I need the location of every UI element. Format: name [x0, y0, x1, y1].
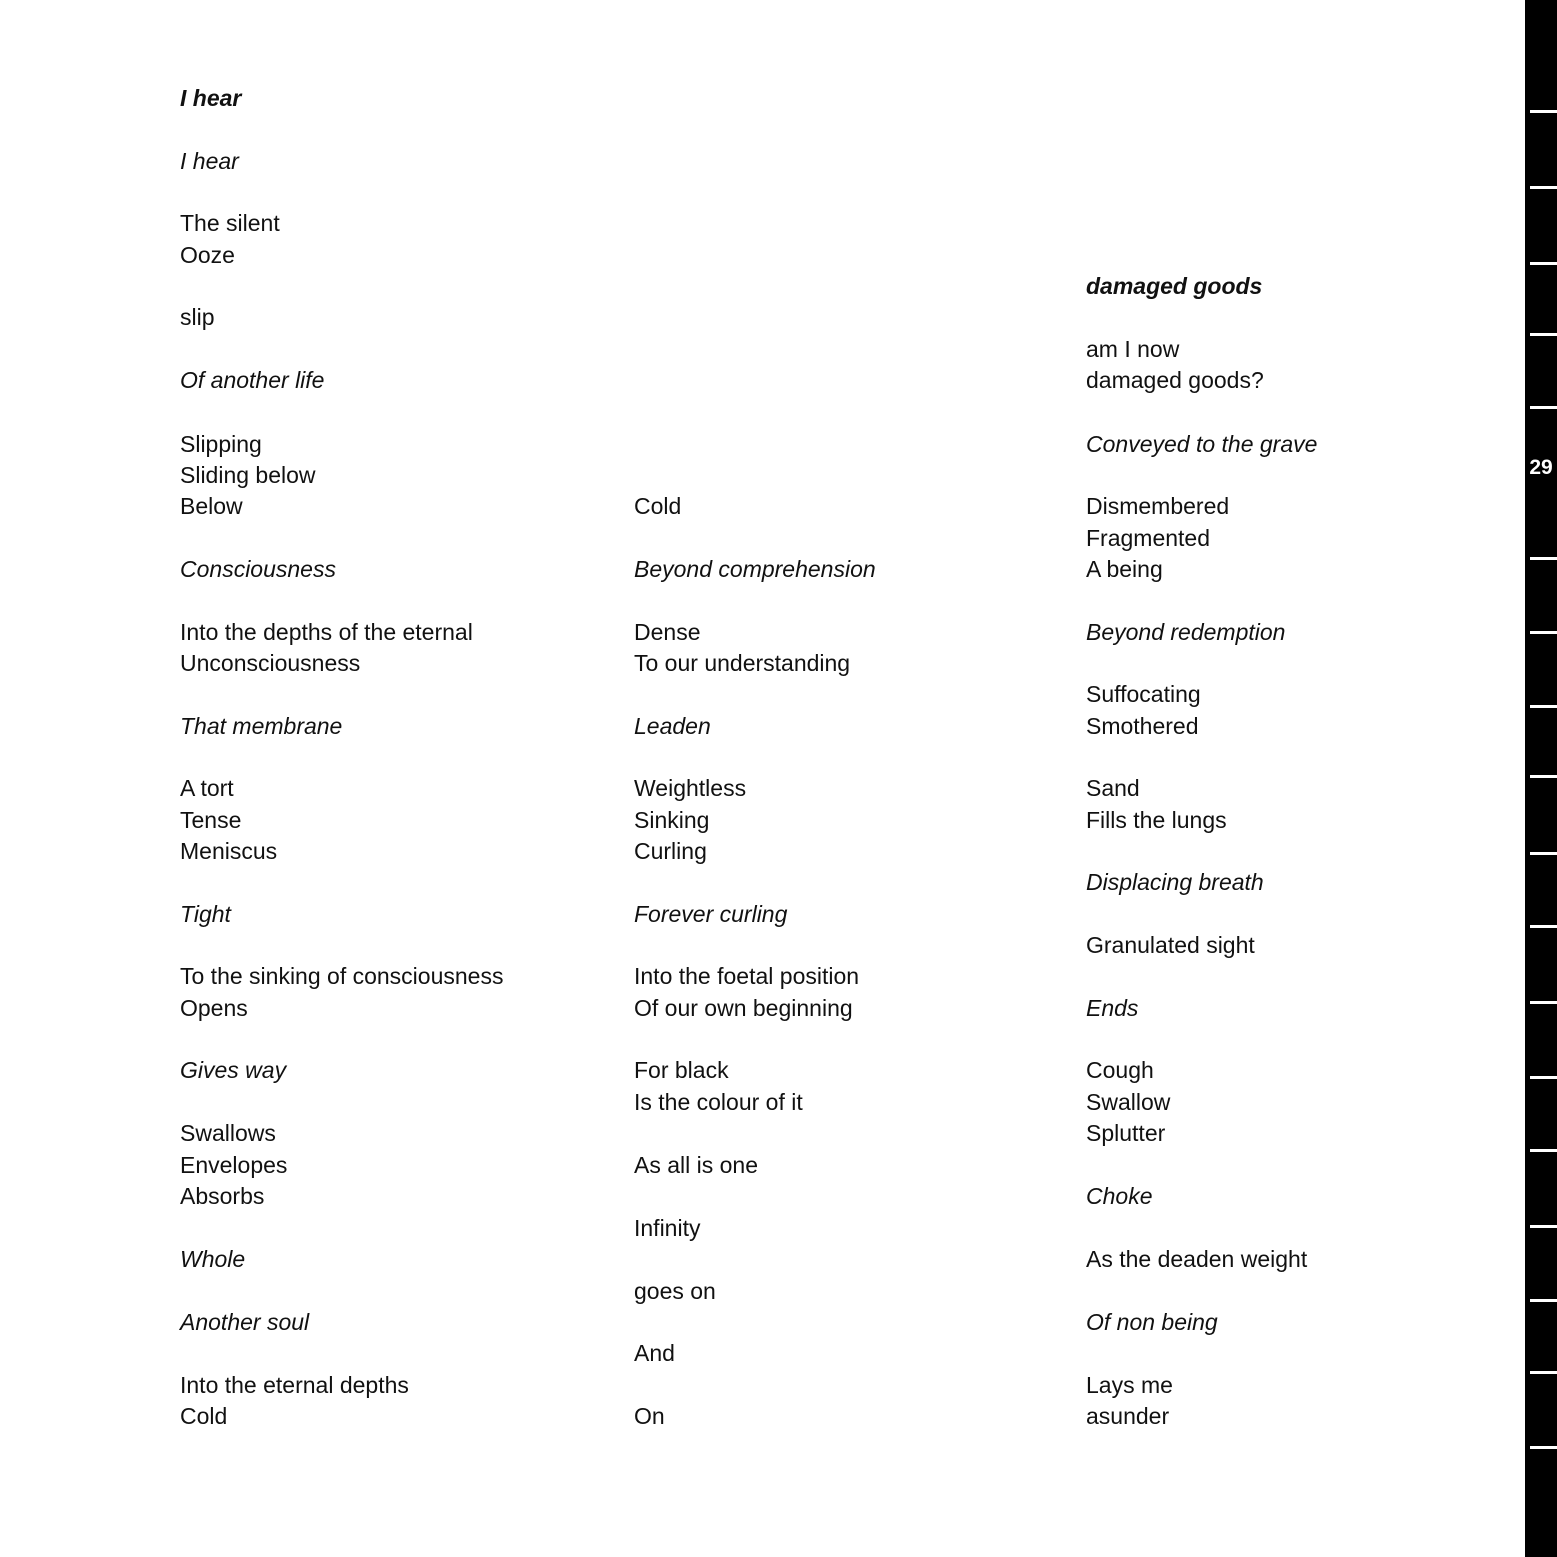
poem-line: Cold — [180, 1403, 228, 1429]
poem-line: Cold — [634, 493, 682, 519]
poem-line: Of our own beginning — [634, 995, 853, 1021]
poem-title: I hear — [180, 85, 242, 111]
edge-tick — [1530, 557, 1557, 560]
poem-line: Leaden — [634, 713, 711, 739]
poem-line: Consciousness — [180, 556, 336, 582]
poem-line: Cough — [1086, 1057, 1154, 1083]
poem-line: Swallows — [180, 1120, 276, 1146]
edge-tick — [1530, 775, 1557, 778]
poem-line: Opens — [180, 995, 248, 1021]
poem-line: Displacing breath — [1086, 869, 1264, 895]
edge-tick — [1530, 262, 1557, 265]
edge-tick — [1530, 1001, 1557, 1004]
poem-line: Unconsciousness — [180, 650, 361, 676]
edge-tick — [1530, 1076, 1557, 1079]
poem-line: Tight — [180, 901, 231, 927]
poem-line: Dismembered — [1086, 493, 1230, 519]
poem-line: Fragmented — [1086, 525, 1211, 551]
poem-line: A being — [1086, 556, 1163, 582]
poem-line: As all is one — [634, 1152, 759, 1178]
edge-tick — [1530, 1299, 1557, 1302]
poem-line: To our understanding — [634, 650, 851, 676]
poem-line: Sand — [1086, 775, 1140, 801]
edge-tick — [1530, 333, 1557, 336]
poem-line: Swallow — [1086, 1089, 1171, 1115]
poem-line: Sliding below — [180, 462, 316, 488]
poem-line: Forever curling — [634, 901, 788, 927]
poem-line: To the sinking of consciousness — [180, 963, 504, 989]
poem-line: Meniscus — [180, 838, 278, 864]
poem-line: goes on — [634, 1278, 716, 1304]
poem-line: And — [634, 1340, 675, 1366]
poem-line: I hear — [180, 148, 239, 174]
edge-tick — [1530, 186, 1557, 189]
poem-line: asunder — [1086, 1403, 1170, 1429]
edge-tick — [1530, 1149, 1557, 1152]
poem-line: As the deaden weight — [1086, 1246, 1308, 1272]
poem-line: slip — [180, 304, 215, 330]
poem-line: The silent — [180, 210, 280, 236]
edge-tick — [1530, 852, 1557, 855]
poem-line: Granulated sight — [1086, 932, 1255, 958]
poem-line: Into the foetal position — [634, 963, 860, 989]
poem-line: Ends — [1086, 995, 1139, 1021]
poem-line: A tort — [180, 775, 234, 801]
poem-line: Suffocating — [1086, 681, 1201, 707]
poem-line: Splutter — [1086, 1120, 1166, 1146]
poem-line: Whole — [180, 1246, 246, 1272]
poem-line: Below — [180, 493, 243, 519]
poem-line: Tense — [180, 807, 242, 833]
page-edge-bar — [1525, 0, 1557, 1557]
poem-line: On — [634, 1403, 665, 1429]
poem-line: Into the eternal depths — [180, 1372, 409, 1398]
poem-line: am I now — [1086, 336, 1180, 362]
poem-line: Another soul — [180, 1309, 310, 1335]
poem-line: Lays me — [1086, 1372, 1173, 1398]
poem-title: damaged goods — [1086, 273, 1263, 299]
poem-line: Fills the lungs — [1086, 807, 1227, 833]
poem-line: Smothered — [1086, 713, 1199, 739]
edge-tick — [1530, 705, 1557, 708]
edge-tick — [1530, 1225, 1557, 1228]
poem-line: Into the depths of the eternal — [180, 619, 473, 645]
poem-line: Beyond redemption — [1086, 619, 1286, 645]
poem-line: Is the colour of it — [634, 1089, 803, 1115]
poem-line: Beyond comprehension — [634, 556, 876, 582]
edge-tick — [1530, 406, 1557, 409]
poem-line: Choke — [1086, 1183, 1153, 1209]
poem-line: Conveyed to the grave — [1086, 431, 1318, 457]
poem-line: Of non being — [1086, 1309, 1218, 1335]
poem-line: Slipping — [180, 431, 262, 457]
poem-line: Curling — [634, 838, 707, 864]
edge-tick — [1530, 925, 1557, 928]
poem-line: Sinking — [634, 807, 710, 833]
edge-tick — [1530, 110, 1557, 113]
poem-line: That membrane — [180, 713, 343, 739]
poem-line: Gives way — [180, 1057, 287, 1083]
poem-line: Ooze — [180, 242, 235, 268]
poem-line: Dense — [634, 619, 701, 645]
poem-line: Absorbs — [180, 1183, 265, 1209]
poem-line: Infinity — [634, 1215, 701, 1241]
edge-tick — [1530, 631, 1557, 634]
poem-line: Envelopes — [180, 1152, 288, 1178]
edge-tick — [1530, 1371, 1557, 1374]
poem-line: Weightless — [634, 775, 747, 801]
poem-line: For black — [634, 1057, 729, 1083]
edge-tick — [1530, 1446, 1557, 1449]
page-number: 29 — [1529, 456, 1553, 479]
poem-line: Of another life — [180, 367, 325, 393]
poem-line: damaged goods? — [1086, 367, 1264, 393]
